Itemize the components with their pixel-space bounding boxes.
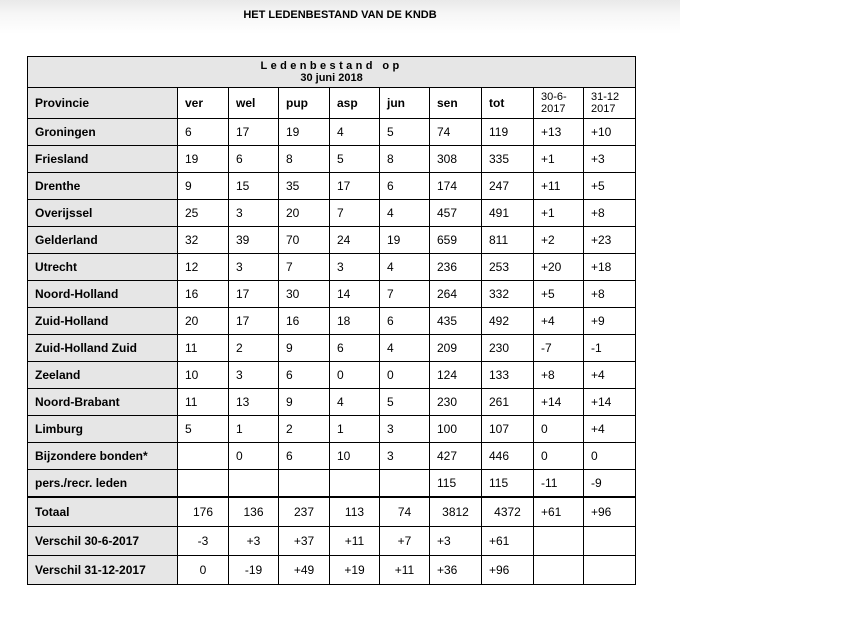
table-cell: 5 — [380, 119, 430, 146]
table-cell: 24 — [330, 227, 380, 254]
table-cell: +4 — [534, 308, 584, 335]
table-cell: 3 — [330, 254, 380, 281]
table-cell: 3 — [229, 254, 279, 281]
table-row — [28, 470, 636, 498]
page-title: HET LEDENBESTAND VAN DE KNDB — [243, 9, 437, 21]
table-cell: 74 — [430, 119, 482, 146]
table-cell: 17 — [330, 173, 380, 200]
table-cell — [380, 470, 430, 498]
table-cell: 17 — [229, 308, 279, 335]
table-cell — [178, 443, 229, 470]
table-cell: +61 — [482, 527, 534, 556]
header-line: 30-6- — [541, 91, 567, 103]
header-cell: tot — [482, 88, 534, 119]
table-cell: 457 — [430, 200, 482, 227]
table-cell: +8 — [584, 281, 636, 308]
row-label: Zuid-Holland Zuid — [28, 335, 178, 362]
table-cell: +14 — [534, 389, 584, 416]
header-line: 2017 — [591, 103, 616, 115]
header-cell-change-june — [534, 88, 584, 119]
table-cell: 6 — [279, 443, 330, 470]
table-cell: 0 — [178, 556, 229, 585]
table-cell: 174 — [430, 173, 482, 200]
table-cell: 335 — [482, 146, 534, 173]
table-cell: 427 — [430, 443, 482, 470]
table-cell: 0 — [534, 443, 584, 470]
table-cell: +20 — [534, 254, 584, 281]
header-cell: Provincie — [28, 88, 178, 119]
table-cell: +11 — [534, 173, 584, 200]
table-cell: 113 — [330, 497, 380, 527]
table-cell — [229, 470, 279, 498]
header-cell: wel — [229, 88, 279, 119]
table-cell: 332 — [482, 281, 534, 308]
table-row — [28, 443, 636, 470]
table-cell: 136 — [229, 497, 279, 527]
table-cell: 19 — [178, 146, 229, 173]
row-label: Groningen — [28, 119, 178, 146]
table-cell: +1 — [534, 200, 584, 227]
table-cell: 4 — [330, 389, 380, 416]
table-row — [28, 119, 636, 146]
table-cell: 12 — [178, 254, 229, 281]
table-row — [28, 497, 636, 527]
row-label: Friesland — [28, 146, 178, 173]
row-label: Zuid-Holland — [28, 308, 178, 335]
table-cell: +3 — [229, 527, 279, 556]
table-row — [28, 308, 636, 335]
table-cell: 19 — [279, 119, 330, 146]
table-cell: 3 — [380, 443, 430, 470]
table-cell: 20 — [279, 200, 330, 227]
table-cell: 308 — [430, 146, 482, 173]
table-row — [28, 527, 636, 556]
table-cell: +3 — [430, 527, 482, 556]
table-cell: +61 — [534, 497, 584, 527]
table-cell: 25 — [178, 200, 229, 227]
table-cell: +96 — [584, 497, 636, 527]
table-cell: +7 — [380, 527, 430, 556]
table-cell: 16 — [178, 281, 229, 308]
table-cell: 5 — [178, 416, 229, 443]
row-label: Noord-Holland — [28, 281, 178, 308]
table-cell: +18 — [584, 254, 636, 281]
table-row — [28, 416, 636, 443]
table-cell: 11 — [178, 335, 229, 362]
table-cell — [584, 556, 636, 585]
table-cell: 32 — [178, 227, 229, 254]
table-cell: 124 — [430, 362, 482, 389]
table-cell: +3 — [584, 146, 636, 173]
table-cell: +4 — [584, 416, 636, 443]
table-cell: 14 — [330, 281, 380, 308]
row-label: Totaal — [28, 497, 178, 527]
table-cell: 20 — [178, 308, 229, 335]
table-cell: 264 — [430, 281, 482, 308]
table-cell: 6 — [380, 308, 430, 335]
members-table — [27, 56, 636, 585]
table-cell: +37 — [279, 527, 330, 556]
table-cell: 115 — [430, 470, 482, 498]
table-cell: +96 — [482, 556, 534, 585]
header-cell: sen — [430, 88, 482, 119]
table-cell: 3812 — [430, 497, 482, 527]
table-cell: 30 — [279, 281, 330, 308]
row-label: Gelderland — [28, 227, 178, 254]
table-cell: +8 — [584, 200, 636, 227]
table-cell: 74 — [380, 497, 430, 527]
table-cell: 9 — [279, 389, 330, 416]
table-cell: 4 — [380, 254, 430, 281]
table-cell: 1 — [229, 416, 279, 443]
table-cell: +5 — [584, 173, 636, 200]
table-caption — [28, 57, 636, 88]
table-row — [28, 173, 636, 200]
table-cell: 435 — [430, 308, 482, 335]
table-cell: 209 — [430, 335, 482, 362]
row-label: Overijssel — [28, 200, 178, 227]
table-row — [28, 281, 636, 308]
header-cell: jun — [380, 88, 430, 119]
table-cell: 659 — [430, 227, 482, 254]
table-cell: 16 — [279, 308, 330, 335]
table-cell: 39 — [229, 227, 279, 254]
table-cell: +19 — [330, 556, 380, 585]
table-cell: 133 — [482, 362, 534, 389]
row-label: Verschil 30-6-2017 — [28, 527, 178, 556]
header-row — [28, 88, 636, 119]
table-cell: 5 — [330, 146, 380, 173]
table-cell — [330, 470, 380, 498]
table-cell: 1 — [330, 416, 380, 443]
table-cell: 247 — [482, 173, 534, 200]
table-cell: 6 — [229, 146, 279, 173]
row-label: Noord-Brabant — [28, 389, 178, 416]
table-cell: 230 — [482, 335, 534, 362]
table-cell: +1 — [534, 146, 584, 173]
table-cell: 237 — [279, 497, 330, 527]
header-cell-change-december — [584, 88, 636, 119]
table-cell: +9 — [584, 308, 636, 335]
row-label: Verschil 31-12-2017 — [28, 556, 178, 585]
table-cell: 11 — [178, 389, 229, 416]
table-cell: 17 — [229, 119, 279, 146]
table-cell: 10 — [178, 362, 229, 389]
table-cell: 19 — [380, 227, 430, 254]
table-cell: 6 — [279, 362, 330, 389]
table-cell: 10 — [330, 443, 380, 470]
table-cell: 7 — [330, 200, 380, 227]
table-cell: -1 — [584, 335, 636, 362]
table-cell — [178, 470, 229, 498]
table-cell: 4 — [380, 200, 430, 227]
table-cell: 3 — [229, 200, 279, 227]
table-cell: 4 — [380, 335, 430, 362]
table-cell: 0 — [330, 362, 380, 389]
table-cell: 6 — [178, 119, 229, 146]
table-cell: 811 — [482, 227, 534, 254]
table-cell — [279, 470, 330, 498]
table-cell: +5 — [534, 281, 584, 308]
caption-line-2: 30 juni 2018 — [300, 72, 363, 84]
table-cell: +11 — [330, 527, 380, 556]
table-cell: 4 — [330, 119, 380, 146]
table-cell: 119 — [482, 119, 534, 146]
table-cell: 13 — [229, 389, 279, 416]
row-label: pers./recr. leden — [28, 470, 178, 498]
table-cell: 253 — [482, 254, 534, 281]
table-cell — [584, 527, 636, 556]
table-cell: -19 — [229, 556, 279, 585]
table-row — [28, 200, 636, 227]
table-cell: +13 — [534, 119, 584, 146]
header-cell: pup — [279, 88, 330, 119]
table-cell — [534, 527, 584, 556]
table-cell: 446 — [482, 443, 534, 470]
table-cell: 3 — [380, 416, 430, 443]
table-cell: 176 — [178, 497, 229, 527]
row-label: Drenthe — [28, 173, 178, 200]
table-cell: +36 — [430, 556, 482, 585]
table-cell: -7 — [534, 335, 584, 362]
table-cell: 261 — [482, 389, 534, 416]
table-cell: -11 — [534, 470, 584, 498]
table-row — [28, 389, 636, 416]
table-cell: -3 — [178, 527, 229, 556]
table-cell: +8 — [534, 362, 584, 389]
row-label: Utrecht — [28, 254, 178, 281]
table-cell: +4 — [584, 362, 636, 389]
table-cell: +2 — [534, 227, 584, 254]
table-cell: +14 — [584, 389, 636, 416]
row-label: Zeeland — [28, 362, 178, 389]
table-cell: 9 — [178, 173, 229, 200]
table-cell: -9 — [584, 470, 636, 498]
table-cell: 4372 — [482, 497, 534, 527]
caption-line-1: Ledenbestand op — [260, 60, 403, 72]
header-line: 31-12 — [591, 91, 620, 103]
table-cell: 8 — [279, 146, 330, 173]
table-row — [28, 335, 636, 362]
table-cell: 15 — [229, 173, 279, 200]
table-cell: 0 — [229, 443, 279, 470]
table-cell — [534, 556, 584, 585]
row-label: Limburg — [28, 416, 178, 443]
table-cell: 0 — [380, 362, 430, 389]
table-cell: +23 — [584, 227, 636, 254]
row-label: Bijzondere bonden* — [28, 443, 178, 470]
table-cell: 7 — [279, 254, 330, 281]
table-cell: 0 — [584, 443, 636, 470]
table-cell: 6 — [380, 173, 430, 200]
header-cell: ver — [178, 88, 229, 119]
table-cell: 17 — [229, 281, 279, 308]
table-row — [28, 227, 636, 254]
table-cell: 70 — [279, 227, 330, 254]
table-cell: 491 — [482, 200, 534, 227]
table-cell: 230 — [430, 389, 482, 416]
header-line: 2017 — [541, 103, 566, 115]
table-cell: 492 — [482, 308, 534, 335]
table-cell: 9 — [279, 335, 330, 362]
table-cell: 35 — [279, 173, 330, 200]
table-row — [28, 254, 636, 281]
table-cell: 107 — [482, 416, 534, 443]
table-cell: 8 — [380, 146, 430, 173]
table-row — [28, 362, 636, 389]
table-cell: 2 — [229, 335, 279, 362]
header-cell: asp — [330, 88, 380, 119]
table-cell: 2 — [279, 416, 330, 443]
table-cell: 100 — [430, 416, 482, 443]
table-cell: +10 — [584, 119, 636, 146]
table-cell: +49 — [279, 556, 330, 585]
table-cell: 0 — [534, 416, 584, 443]
table-row — [28, 556, 636, 585]
table-cell: 115 — [482, 470, 534, 498]
table-cell: 5 — [380, 389, 430, 416]
table-cell: 3 — [229, 362, 279, 389]
table-cell: 236 — [430, 254, 482, 281]
table-row — [28, 146, 636, 173]
table-cell: +11 — [380, 556, 430, 585]
table-cell: 18 — [330, 308, 380, 335]
table-cell: 7 — [380, 281, 430, 308]
table-cell: 6 — [330, 335, 380, 362]
